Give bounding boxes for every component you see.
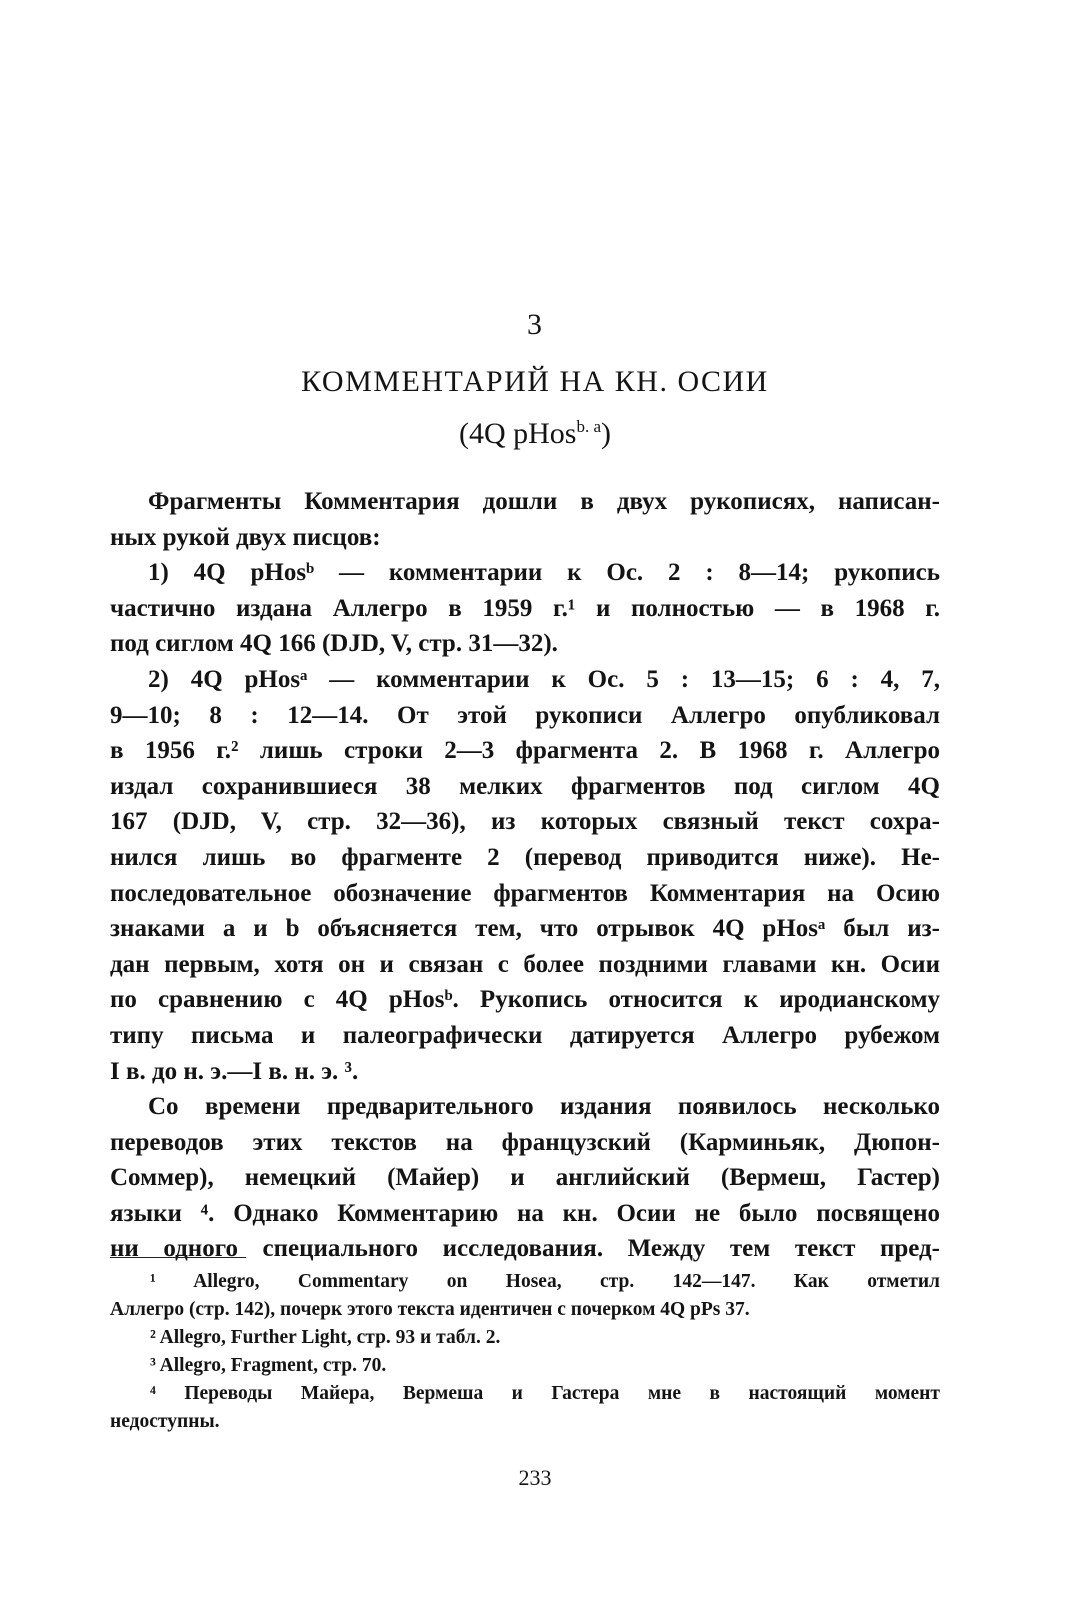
- subtitle-text: (4Q pHos: [458, 417, 577, 450]
- text-line: под сиглом 4Q 166 (DJD, V, стр. 31—32).: [110, 630, 558, 658]
- paragraph-3: [110, 662, 940, 1089]
- subtitle-close: ): [601, 417, 612, 450]
- text-line: переводов этих текстов на французский (Карминьяк, Дюпон-: [110, 1128, 940, 1156]
- footnote-4: [110, 1380, 940, 1436]
- chapter-title: КОММЕНТАРИЙ НА КН. ОСИИ: [301, 365, 769, 398]
- footnote-line: ¹ Allegro, Commentary on Hosea, стр. 142—147. Как отметил: [150, 1271, 940, 1292]
- body-text: [110, 484, 940, 1267]
- text-line: Фрагменты Комментария дошли в двух рукописях, написан-: [148, 488, 940, 515]
- text-line: частично издана Аллегро в 1959 г.¹ и полностью — в 1968 г.: [110, 594, 940, 622]
- paragraph-1: [110, 484, 940, 555]
- text-line: I в. до н. э.—I в. н. э. ³.: [110, 1057, 359, 1085]
- text-line: по сравнению с 4Q pHosᵇ. Рукопись относится к иродианскому: [110, 986, 940, 1014]
- text-line: языки ⁴. Однако Комментарию на кн. Осии не было посвящено: [110, 1199, 940, 1227]
- text-line: ных рукой двух писцов:: [110, 523, 381, 551]
- text-line: 2) 4Q pHosᵃ — комментарии к Ос. 5 : 13—15; 6 : 4, 7,: [148, 665, 940, 693]
- subtitle-superscript: b. a: [576, 417, 602, 436]
- text-line: в 1956 г.² лишь строки 2—3 фрагмента 2. В 1968 г. Аллегро: [110, 737, 940, 765]
- text-line: 9—10; 8 : 12—14. От этой рукописи Аллегро опубликовал: [110, 701, 940, 729]
- text-line: 1) 4Q pHosᵇ — комментарии к Ос. 2 : 8—14; рукопись: [148, 559, 940, 587]
- footnote-3: [110, 1352, 940, 1380]
- page-number: 233: [518, 1465, 552, 1490]
- text-line: 167 (DJD, V, стр. 32—36), из которых связный текст сохра-: [110, 808, 940, 836]
- footnote-divider: [110, 1257, 246, 1258]
- footnote-2: [110, 1324, 940, 1352]
- footnotes: [110, 1268, 940, 1436]
- footnote-line: Аллегро (стр. 142), почерк этого текста идентичен с почерком 4Q pPs 37.: [110, 1299, 750, 1320]
- footnote-1: [110, 1268, 940, 1324]
- text-line: дан первым, хотя он и связан с более поздними главами кн. Осии: [110, 950, 940, 978]
- text-line: издал сохранившиеся 38 мелких фрагментов под сиглом 4Q: [110, 772, 940, 800]
- footnote-line: ⁴ Переводы Майера, Вермеша и Гастера мне в настоящий момент: [150, 1383, 940, 1404]
- footnote-line: ³ Allegro, Fragment, стр. 70.: [150, 1355, 387, 1376]
- text-line: нился лишь во фрагменте 2 (перевод приводится ниже). Не-: [110, 843, 940, 871]
- footnote-line: ² Allegro, Further Light, стр. 93 и табл. 2.: [150, 1327, 501, 1348]
- text-line: знаками a и b объясняется тем, что отрывок 4Q pHosᵃ был из-: [110, 915, 940, 943]
- text-line: типу письма и палеографически датируется Аллегро рубежом: [110, 1021, 940, 1049]
- text-line: ни одного специального исследования. Между тем текст пред-: [110, 1235, 940, 1263]
- chapter-subtitle: [0, 417, 1070, 451]
- paragraph-4: [110, 1089, 940, 1267]
- text-line: Соммер), немецкий (Майер) и английский (Вермеш, Гастер): [110, 1164, 940, 1192]
- text-line: последовательное обозначение фрагментов Комментария на Осию: [110, 879, 940, 907]
- paragraph-2: [110, 555, 940, 662]
- footnote-line: недоступны.: [110, 1411, 220, 1432]
- chapter-number: 3: [527, 308, 543, 341]
- text-line: Со времени предварительного издания появилось несколько: [148, 1093, 940, 1121]
